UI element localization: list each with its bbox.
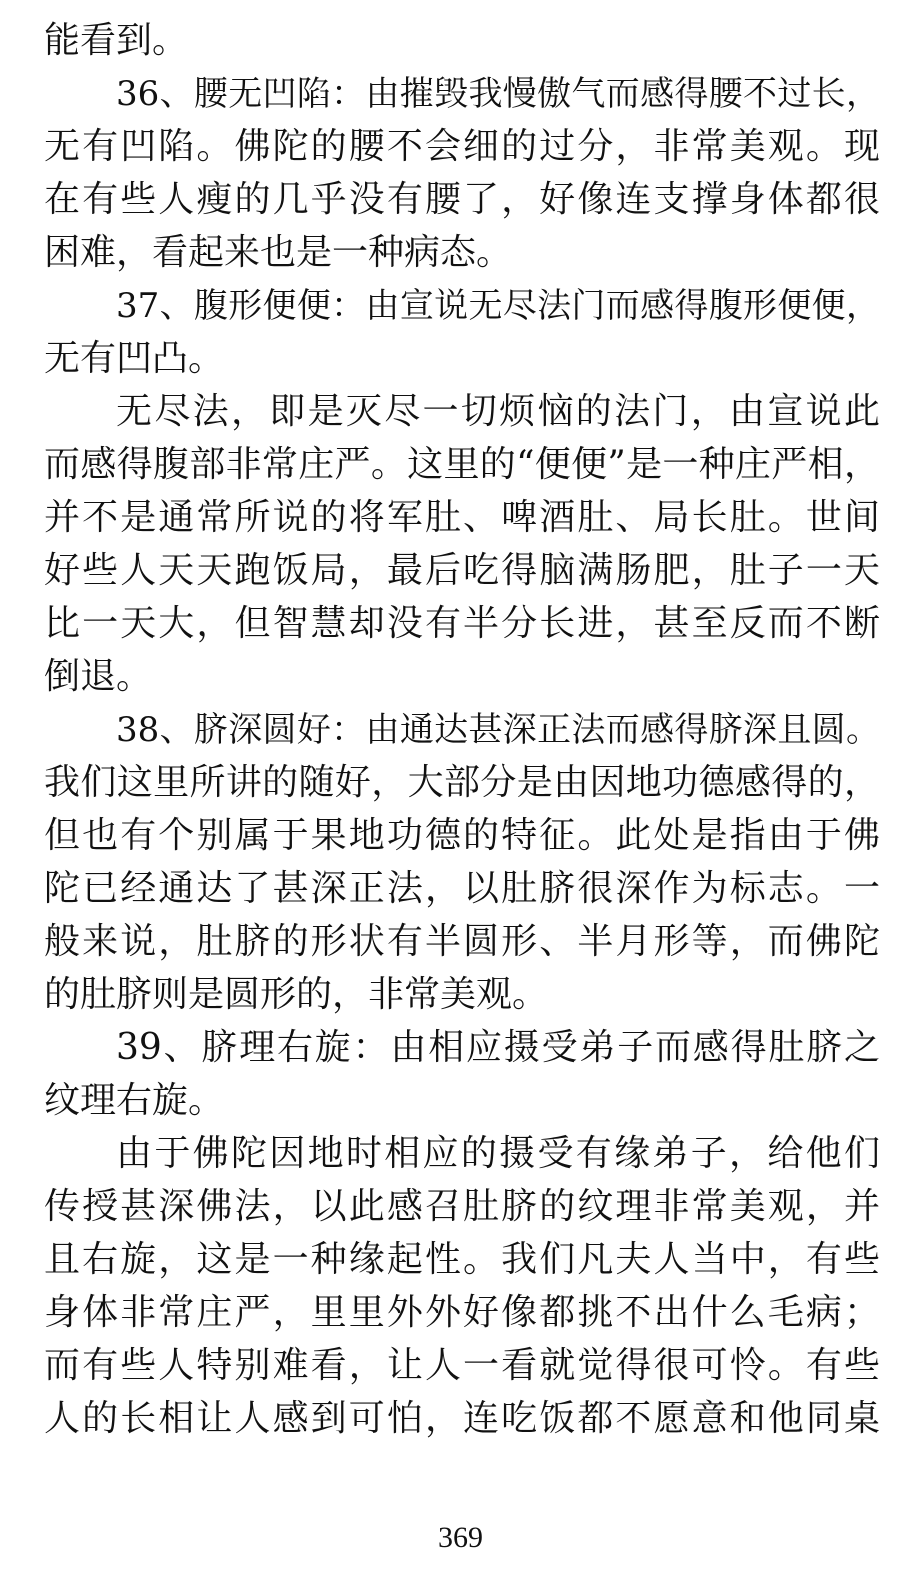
text-line: 纹理右旋。 — [44, 1080, 225, 1121]
text-line: 在有些人瘦的几乎没有腰了，好像连支撑身体都很 — [44, 179, 880, 220]
text-line: 般来说，肚脐的形状有半圆形、半月形等，而佛陀 — [44, 921, 880, 962]
text-line: 由于佛陀因地时相应的摄受有缘弟子，给他们 — [116, 1133, 880, 1174]
text-line: 而有些人特别难看，让人一看就觉得很可怜。有些 — [44, 1345, 880, 1386]
text-line: 而感得腹部非常庄严。这里的“便便”是一种庄严相， — [44, 444, 880, 485]
text-line: 38、脐深圆好：由通达甚深正法而感得脐深且圆。 — [116, 710, 880, 750]
text-line: 传授甚深佛法，以此感召肚脐的纹理非常美观，并 — [44, 1186, 880, 1227]
text-line: 困难，看起来也是一种病态。 — [44, 232, 513, 273]
text-line: 无尽法，即是灭尽一切烦恼的法门，由宣说此 — [116, 391, 880, 432]
text-line: 我们这里所讲的随好，大部分是由因地功德感得的， — [44, 762, 880, 803]
text-line: 无有凹凸。 — [44, 338, 225, 379]
page-number: 369 — [438, 1521, 483, 1554]
text-line: 并不是通常所说的将军肚、啤酒肚、局长肚。世间 — [44, 497, 880, 538]
text-line: 身体非常庄严，里里外外好像都挑不出什么毛病； — [44, 1292, 880, 1333]
text-line: 且右旋，这是一种缘起性。我们凡夫人当中，有些 — [44, 1239, 880, 1280]
text-line: 倒退。 — [44, 656, 153, 697]
text-line: 37、腹形便便：由宣说无尽法门而感得腹形便便， — [116, 286, 880, 326]
text-line: 好些人天天跑饭局，最后吃得脑满肠肥，肚子一天 — [44, 550, 880, 591]
text-line: 陀已经通达了甚深正法，以肚脐很深作为标志。一 — [44, 868, 880, 909]
text-line: 的肚脐则是圆形的，非常美观。 — [44, 974, 549, 1015]
text-line: 36、腰无凹陷：由摧毁我慢傲气而感得腰不过长， — [116, 74, 880, 114]
text-line: 但也有个别属于果地功德的特征。此处是指由于佛 — [44, 815, 880, 856]
text-line: 比一天大，但智慧却没有半分长进，甚至反而不断 — [44, 603, 880, 644]
text-line: 能看到。 — [44, 20, 189, 61]
text-line: 人的长相让人感到可怕，连吃饭都不愿意和他同桌 — [44, 1398, 880, 1439]
text-line: 无有凹陷。佛陀的腰不会细的过分，非常美观。现 — [44, 126, 880, 167]
text-line: 39、脐理右旋：由相应摄受弟子而感得肚脐之 — [116, 1027, 880, 1068]
